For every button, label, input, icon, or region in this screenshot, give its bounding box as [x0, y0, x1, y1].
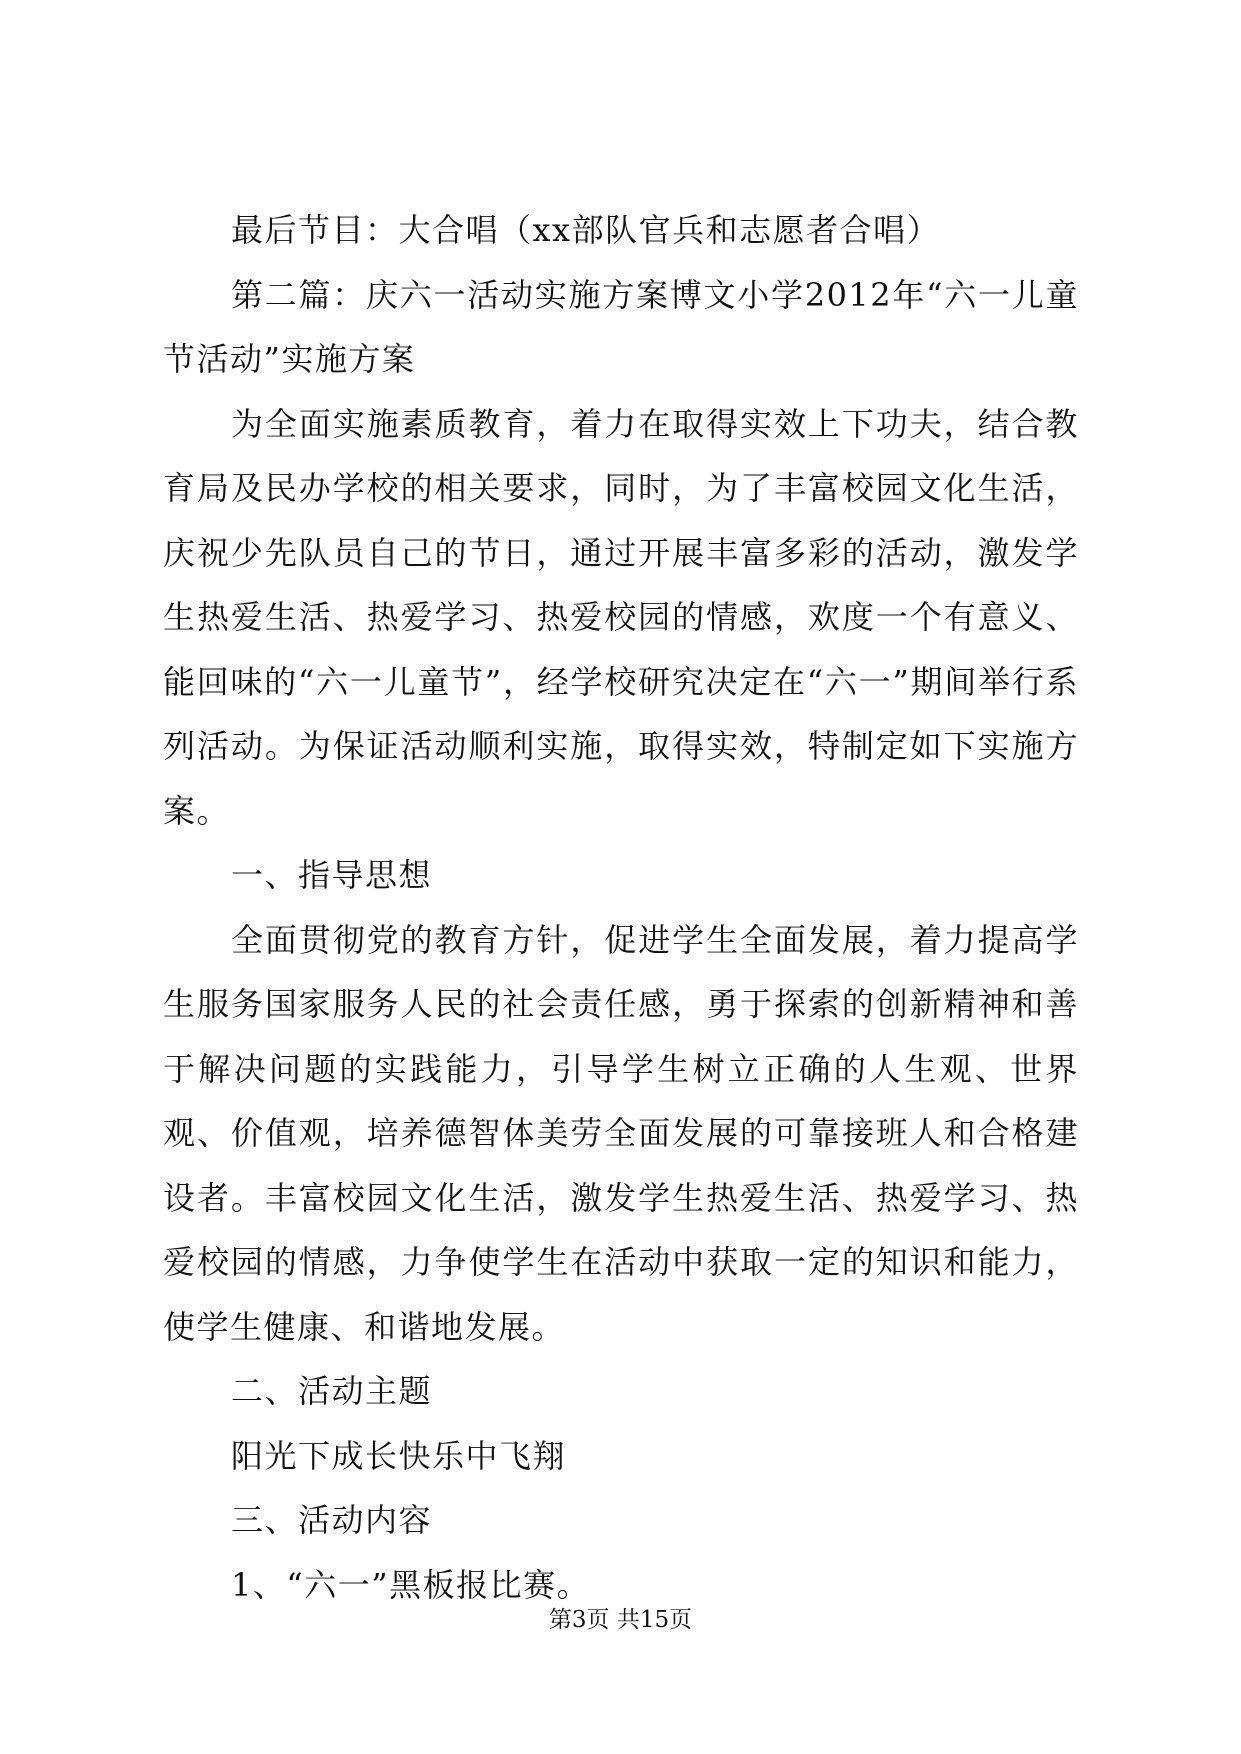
paragraph-final-program: 最后节目：大合唱（xx部队官兵和志愿者合唱）	[231, 211, 941, 249]
section-heading-guiding-thought: 一、指导思想	[231, 856, 433, 894]
page-number-footer: 第3页 共15页	[548, 1607, 693, 1633]
paragraph-chapter-two-title: 第二篇：庆六一活动实施方案博文小学2012年“六一儿童节活动”实施方案	[163, 275, 1079, 378]
list-item-blackboard-contest: 1、“六一”黑板报比赛。	[231, 1565, 591, 1604]
section-heading-activity-content: 三、活动内容	[231, 1501, 433, 1539]
paragraph-activity-theme: 阳光下成长快乐中飞翔	[231, 1436, 567, 1475]
document-body	[163, 198, 1079, 1617]
section-heading-activity-theme: 二、活动主题	[231, 1372, 433, 1410]
paragraph-guiding-thought: 全面贯彻党的教育方针，促进学生全面发展，着力提高学生服务国家服务人民的社会责任感，勇于探索的创新精神和善于解决问题的实践能力，引导学生树立正确的人生观、世界观、价值观，培养德智体美劳全面发展的可靠接班人和合格建设者。丰富校园文化生活，激发学生热爱生活、热爱学习、热爱校园的情感，力争使学生在活动中获取一定的知识和能力，使学生健康、和谐地发展。	[163, 920, 1079, 1346]
paragraph-introduction: 为全面实施素质教育，着力在取得实效上下功夫，结合教育局及民办学校的相关要求，同时，为了丰富校园文化生活，庆祝少先队员自己的节日，通过开展丰富多彩的活动，激发学生热爱生活、热爱学习、热爱校园的情感，欢度一个有意义、能回味的“六一儿童节”，经学校研究决定在“六一”期间举行系列活动。为保证活动顺利实施，取得实效，特制定如下实施方案。	[163, 404, 1079, 830]
